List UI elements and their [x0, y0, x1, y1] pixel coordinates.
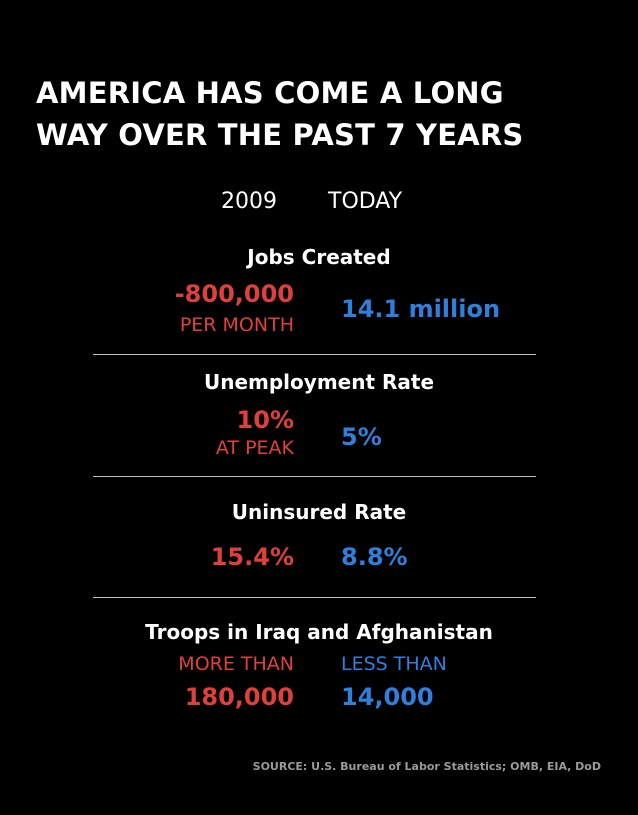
- source-note: SOURCE: U.S. Bureau of Labor Statistics; OMB, EIA, DoD: [252, 760, 601, 773]
- unemployment-today-value: 5%: [341, 423, 382, 451]
- troops-2009-value: 180,000: [184, 683, 294, 711]
- unemployment-2009-note: AT PEAK: [215, 437, 294, 459]
- jobs-2009-note: PER MONTH: [179, 314, 294, 336]
- uninsured-2009-value: 15.4%: [210, 543, 294, 571]
- unemployment-2009-value: 10%: [236, 406, 294, 434]
- headline-line-1: AMERICA HAS COME A LONG: [36, 76, 504, 110]
- uninsured-today-value: 8.8%: [341, 543, 408, 571]
- troops-today-value: 14,000: [341, 683, 434, 711]
- troops-2009-prefix: MORE THAN: [178, 653, 294, 675]
- jobs-today-value: 14.1 million: [341, 295, 501, 323]
- metric-title-jobs-created: Jobs Created: [247, 245, 391, 269]
- metric-title-uninsured-rate: Uninsured Rate: [231, 500, 407, 524]
- headline: [36, 72, 524, 156]
- metric-title-troops: Troops in Iraq and Afghanistan: [145, 620, 493, 644]
- divider: [93, 476, 536, 477]
- jobs-2009-value: -800,000: [174, 280, 294, 308]
- column-header-today: TODAY: [328, 189, 403, 214]
- divider: [93, 597, 536, 598]
- divider: [93, 354, 536, 355]
- headline-line-2: WAY OVER THE PAST 7 YEARS: [36, 118, 524, 152]
- column-header-2009: 2009: [221, 189, 277, 214]
- troops-today-prefix: LESS THAN: [341, 653, 447, 675]
- metric-title-unemployment-rate: Unemployment Rate: [203, 370, 435, 394]
